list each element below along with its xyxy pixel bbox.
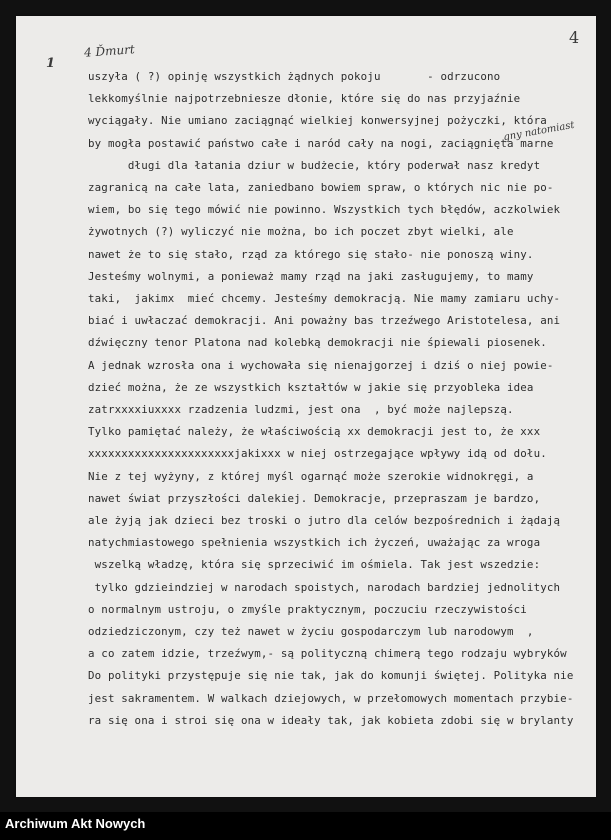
handwritten-margin-mark: 1 (46, 56, 56, 71)
archive-watermark: Archiwum Akt Nowych (5, 816, 146, 831)
text-line: dzieć można, że ze wszystkich kształtów w jakie się przyobleka idea (88, 380, 534, 394)
text-line: Nie z tej wyżyny, z której myśl ogarnąć może szerokie widnokręgi, a (88, 469, 534, 483)
document-page (16, 16, 596, 797)
text-line: zatrxxxxiuxxxx rzadzenia ludzmi, jest ona , być może najlepszą. (88, 403, 514, 417)
text-line: ra się ona i stroi się ona w ideały tak, jak kobieta zdobi się w brylanty (88, 713, 574, 727)
text-line: tylko gdzieindziej w narodach spoistych, narodach bardziej jednolitych (88, 580, 561, 594)
text-line: wyciągały. Nie umiano zaciągnąć wielkiej konwersyjnej pożyczki, która (88, 114, 547, 128)
text-line: natychmiastowego spełnienia wszystkich ich życzeń, uważając za wroga (88, 536, 541, 550)
text-line: Do polityki przystępuje się nie tak, jak do komunji świętej. Polityka nie (88, 669, 574, 683)
text-line: wszelką władzę, która się sprzeciwić im ośmiela. Tak jest wszedzie: (88, 558, 541, 572)
text-line: wiem, bo się tego mówić nie powinno. Wszystkich tych błędów, aczkolwiek (88, 203, 561, 217)
text-line: o normalnym ustroju, o zmyśle praktycznym, poczuciu rzeczywistości (88, 602, 527, 616)
text-line: Jesteśmy wolnymi, a ponieważ mamy rząd na jaki zasługujemy, to mamy (88, 269, 534, 283)
text-line: odziedziczonym, czy też nawet w życiu gospodarczym lub narodowym , (88, 625, 534, 639)
handwritten-page-number: 4 (569, 28, 580, 47)
text-line: żywotnych (?) wyliczyć nie można, bo ich poczet zbyt wielki, ale (88, 225, 514, 239)
handwritten-top-note: 4 Ďmurt (83, 42, 136, 60)
text-line: biać i uwłaczać demokracji. Ani poważny bas trzeźwego Aristotelesa, ani (88, 314, 561, 328)
text-line: xxxxxxxxxxxxxxxxxxxxxxjakixxx w niej ostrzegające wpływy idą od dołu. (88, 447, 547, 461)
text-line: nawet świat przyszłości dalekiej. Demokracje, przepraszam je bardzo, (88, 491, 541, 505)
typewritten-text (88, 66, 590, 732)
text-line: a co zatem idzie, trzeźwym,- są polityczną chimerą tego rodzaju wybryków (88, 647, 567, 661)
archive-footer (0, 812, 611, 840)
text-line: uszyła ( ?) opinję wszystkich żądnych pokoju - odrzucono (88, 70, 501, 83)
text-line: taki, jakimx mieć chcemy. Jesteśmy demokracją. Nie mamy zamiaru uchy- (88, 292, 561, 306)
text-line: długi dla łatania dziur w budżecie, który poderwał nasz kredyt (88, 158, 541, 172)
text-line: lekkomyślnie najpotrzebniesze dłonie, które się do nas przyjaźnie (88, 92, 521, 106)
handwritten-margin-note: gny natomiast (502, 119, 576, 144)
text-line: Tylko pamiętać należy, że właściwością xx demokracji jest to, że xxx (88, 425, 541, 439)
text-line: zagranicą na całe lata, zaniedbano bowiem spraw, o których nic nie po- (88, 181, 554, 195)
text-line: jest sakramentem. W walkach dziejowych, w przełomowych momentach przybie- (88, 691, 574, 705)
text-line: by mogła postawić państwo całe i naród cały na nogi, zaciągnięta marne (88, 136, 554, 150)
text-line: A jednak wzrosła ona i wychowała się nienajgorzej i dziś o niej powie- (88, 358, 554, 372)
text-line: dźwięczny tenor Platona nad kolebką demokracji nie śpiewali piosenek. (88, 336, 547, 350)
text-line: nawet że to się stało, rząd za którego się stało- nie ponoszą winy. (88, 247, 534, 261)
text-line: ale żyją jak dzieci bez troski o jutro dla celów bezpośrednich i żądają (88, 514, 561, 528)
